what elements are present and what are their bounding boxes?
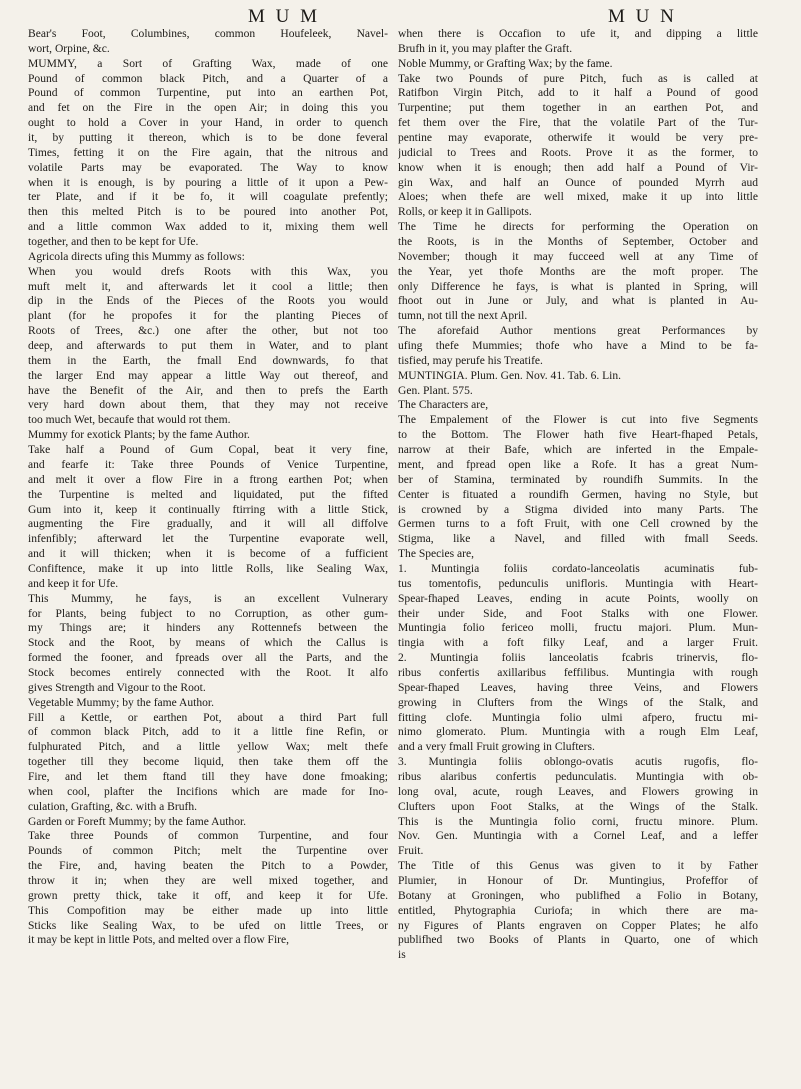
text-line: grown pretty thick, take it off, and keep it for Ufe. [28,889,388,902]
text-line: 2. Muntingia foliis lanceolatis fcabris trinervis, flo- [398,652,758,665]
text-line: when cool, plafter the Incifions which are made for Ino- [28,785,388,798]
text-line: ought to hold a Cover in your Hand, in order to quench [28,117,388,130]
text-line: Pounds of common Pitch; melt the Turpentine over [28,845,388,858]
text-line: ufing thefe Mummies; thofe who have a Mind to be fa- [398,340,758,353]
text-line: growing in Clufters from the Wings of the Stalk, and [398,696,758,709]
text-line: Turpentine; put them together in an earthen Pot, and [398,102,758,115]
text-line: ter Plate, and if it be fo, it will coagulate prefently; [28,191,388,204]
text-line: Take half a Pound of Gum Copal, beat it very fine, [28,444,388,457]
text-line: 1. Muntingia foliis cordato-lanceolatis acuminatis fub- [398,562,758,575]
text-line: Gen. Plant. 575. [398,384,473,397]
text-line: and fet on the Fire in the open Air; in doing this you [28,102,388,115]
text-line: Confiftence, make it up into little Rolls, like Sealing Wax, [28,562,388,575]
text-line: nimo glomerato. Plum. Muntingia with a rough Elm Leaf, [398,726,758,739]
text-line: gives Strength and Vigour to the Root. [28,681,206,694]
text-line: fhoot out in June or July, and what is planted in Au- [398,295,758,308]
text-line: is crowned by a Stigma divided into many Parts. The [398,503,758,516]
text-line: infenfibly; afterward let the Turpentine evaporate well, [28,533,388,546]
text-line: the Fire, and, having beaten the Pitch to a Powder, [28,860,388,873]
text-line: Aloes; when thefe are well mixed, make it up into little [398,191,758,204]
text-line: and keep it for Ufe. [28,577,119,590]
text-line: Plumier, in Honour of Dr. Muntingius, Profeffor of [398,874,758,887]
text-line: plant (for he propofes it for the planting Pieces of [28,310,388,323]
text-line: Noble Mummy, or Grafting Wax; by the fame. [398,57,613,70]
text-line: Take three Pounds of common Turpentine, and four [28,830,388,843]
text-line: Bear's Foot, Columbines, common Houfeleek, Navel- [28,28,388,40]
text-line: and it will thicken; when it is become of a fufficient [28,548,388,561]
text-line: ber of Stamina, terminated by roundifh Summits. In the [398,473,758,486]
text-line: tisfied, may perufe his Treatife. [398,354,543,367]
text-line: Stock and the Root, by means of which the Callus is [28,637,388,650]
text-line: for Plants, being fubject to no Corruption, as other gum- [28,607,388,620]
text-line: The aforefaid Author mentions great Performances by [398,325,758,338]
running-head-right: M U N [608,6,677,27]
text-line: ment, and fpread open like a Rofe. It has a great Num- [398,458,758,471]
text-line: MUNTINGIA. Plum. Gen. Nov. 41. Tab. 6. Lin. [398,369,622,382]
text-line: fitting clofe. Muntingia folio ulmi afpero, fructu mi- [398,711,758,724]
text-line: 3. Muntingia foliis oblongo-ovatis acutis rugofis, flo- [398,756,758,769]
text-line: entitled, Phytographia Curiofa; in which there are ma- [398,904,758,917]
text-line: is [398,949,406,962]
text-line: Take two Pounds of pure Pitch, fuch as is called at [398,72,758,85]
text-line: the Roots, is in the Months of September, October and [398,236,758,249]
text-line: Stigma, like a Navel, and filled with fmall Seeds. [398,533,758,546]
text-line: This Mummy, he fays, is an excellent Vulnerary [28,592,388,605]
text-line: Botany at Groningen, who publifhed a Folio in Botany, [398,889,758,902]
text-line: their under Side, and Foot Stalks with one Flower. [398,607,758,620]
text-line: Fire, and let them ftand till they have done fmoaking; [28,770,388,783]
text-line: This is the Muntingia folio corni, fructu minore. Plum. [398,815,758,828]
left-column [28,27,388,948]
text-line: Center is fituated a roundifh Germen, having no Style, but [398,488,758,501]
text-line: ny Figures of Plants engraven on Copper Plates; he alfo [398,919,758,932]
text-line: Times, fetting it on the Fire again, that the nitrous and [28,146,388,159]
text-line: Clufters upon Foot Stalks, at the Wings of the Stalk. [398,800,758,813]
text-line: November; though it may fucceed well at any Time of [398,250,758,263]
text-line: of common black Pitch, add to it a little fine Refin, or [28,726,388,739]
text-line: to the Bottom. The Flower hath five Heart-fhaped Petals, [398,429,758,442]
text-line: it may be kept in little Pots, and melted over a flow Fire, [28,934,290,947]
text-line: Roots of Trees, &c.) one after the other, but not too [28,325,388,338]
text-line: The Empalement of the Flower is cut into five Segments [398,414,758,427]
text-line: The Characters are, [398,399,489,412]
text-line: the larger End may appear a little Way out thereof, and [28,369,388,382]
text-line: Stock becomes entirely connected with the Root. It alfo [28,666,388,679]
text-line: together till they become liquid, then take them off the [28,756,388,769]
right-column [398,27,758,963]
text-line: and melt it over a flow Fire in a ftrong earthen Pot; when [28,473,388,486]
text-line: it, by putting it thereon, which is to be done feveral [28,132,388,145]
text-line: ribus confertis axillaribus feffilibus. Muntingia with rough [398,666,758,679]
text-line: them in the Earth, the fmall End downwards, fo that [28,354,388,367]
text-line: Ratifbon Virgin Pitch, add to it half a Pound of good [398,87,758,100]
text-line: have the Benefit of the Air, and then to prefs the Earth [28,384,388,397]
text-line: deep, and afterwards to put them in Water, and to plant [28,340,388,353]
text-line: culation, Grafting, &c. with a Brufh. [28,800,197,813]
text-line: fulphurated Pitch, and a little yellow Wax; melt thefe [28,741,388,754]
text-line: tingia with a foft filky Leaf, and a larger Fruit. [398,637,758,650]
text-line: tus tomentofis, pedunculis unifloris. Muntingia with Heart- [398,577,758,590]
text-line: then this melted Pitch is to be poured into another Pot, [28,206,388,219]
text-line: Vegetable Mummy; by the fame Author. [28,696,214,709]
text-line: This Compofition may be either made up into little [28,904,388,917]
text-line: gin Wax, and half an Ounce of pounded Myrrh aud [398,176,758,189]
text-line: wort, Orpine, &c. [28,42,110,55]
text-line: Nov. Gen. Muntingia with a Cornel Leaf, and a leffer [398,830,758,843]
text-line: and a little common Wax added to it, mixing them well [28,221,388,234]
text-line: together, and then to be kept for Ufe. [28,236,199,249]
text-line: very hard down about them, that they may not receive [28,399,388,412]
text-line: When you would drefs Roots with this Wax, you [28,265,388,278]
text-line: The Species are, [398,548,474,561]
text-line: when it is enough, is by pouring a little of it upon a Pew- [28,176,388,189]
text-line: Fill a Kettle, or earthen Pot, about a third Part full [28,711,388,724]
text-line: Rolls, or keep it in Gallipots. [398,206,532,219]
text-line: Sticks like Sealing Wax, to be ufed on little Trees, or [28,919,388,932]
text-line: my Things are; it hinders any Rottennefs between the [28,622,388,635]
text-line: and fearfe it: Take three Pounds of Venice Turpentine, [28,458,388,471]
text-line: Agricola directs ufing this Mummy as follows: [28,250,245,263]
text-line: The Time he directs for performing the Operation on [398,221,758,234]
text-line: narrow at their Bafe, which are inferted in the Empale- [398,444,758,457]
text-line: Fruit. [398,845,424,858]
text-line: and a very fmall Fruit growing in Clufters. [398,741,595,754]
text-line: Gum into it, keep it continually ftirring with a little Stick, [28,503,388,516]
text-line: too much Wet, becaufe that would rot them. [28,414,231,427]
running-head-left: M U M [248,6,321,27]
text-line: tumn, not till the next April. [398,310,528,323]
text-line: MUMMY, a Sort of Grafting Wax, made of one [28,57,388,70]
text-line: know when it is enough; then add half a Pound of Vir- [398,161,758,174]
text-line: Spear-fhaped Leaves, having three Veins, and Flowers [398,681,758,694]
text-line: Brufh in it, you may plafter the Graft. [398,42,573,55]
text-line: pentine may evaporate, otherwife it would be very pre- [398,132,758,145]
text-line: augmenting the Fire gradually, and it will all diffolve [28,518,388,531]
text-line: Muntingia folio fericeo molli, fructu majori. Plum. Mun- [398,622,758,635]
text-line: volatile Parts may be evaporated. The Way to know [28,161,388,174]
text-line: formed the fooner, and fpreads over all the Parts, and the [28,652,388,665]
text-line: throw it in; when they are well mixed together, and [28,874,388,887]
text-line: Garden or Foreft Mummy; by the fame Author. [28,815,247,828]
text-line: judicial to Trees and Roots. Prove it as the former, to [398,146,758,159]
text-line: the Turpentine is melted and liquidated, put the fifted [28,488,388,501]
text-line: publifhed two Books of Plants in Quarto, one of which [398,934,758,947]
text-line: ribus alaribus confertis pedunculatis. Muntingia with ob- [398,770,758,783]
text-line: Pound of common Turpentine, put into an earthen Pot, [28,87,388,100]
text-line: dip in the Ends of the Pieces of the Roots you would [28,295,388,308]
text-line: the Year, yet thofe Months are the moft proper. The [398,265,758,278]
text-line: The Title of this Genus was given to it by Father [398,860,758,873]
text-line: Germen turns to a foft Fruit, with one Cell crowned by the [398,518,758,531]
text-line: Mummy for exotick Plants; by the fame Author. [28,429,250,442]
text-line: long oval, acute, rough Leaves, and Flowers growing in [398,785,758,798]
text-line: only Difference he fays, is what is planted in Spring, will [398,280,758,293]
text-line: Pound of common black Pitch, and a Quarter of a [28,72,388,85]
text-line: fet them over the Fire, that the volatile Part of the Tur- [398,117,758,130]
text-line: when there is Occafion to ufe it, and dipping a little [398,28,758,40]
text-line: Spear-fhaped Leaves, ending in acute Points, woolly on [398,592,758,605]
text-line: muft melt it, and afterwards let it cool a little; then [28,280,388,293]
